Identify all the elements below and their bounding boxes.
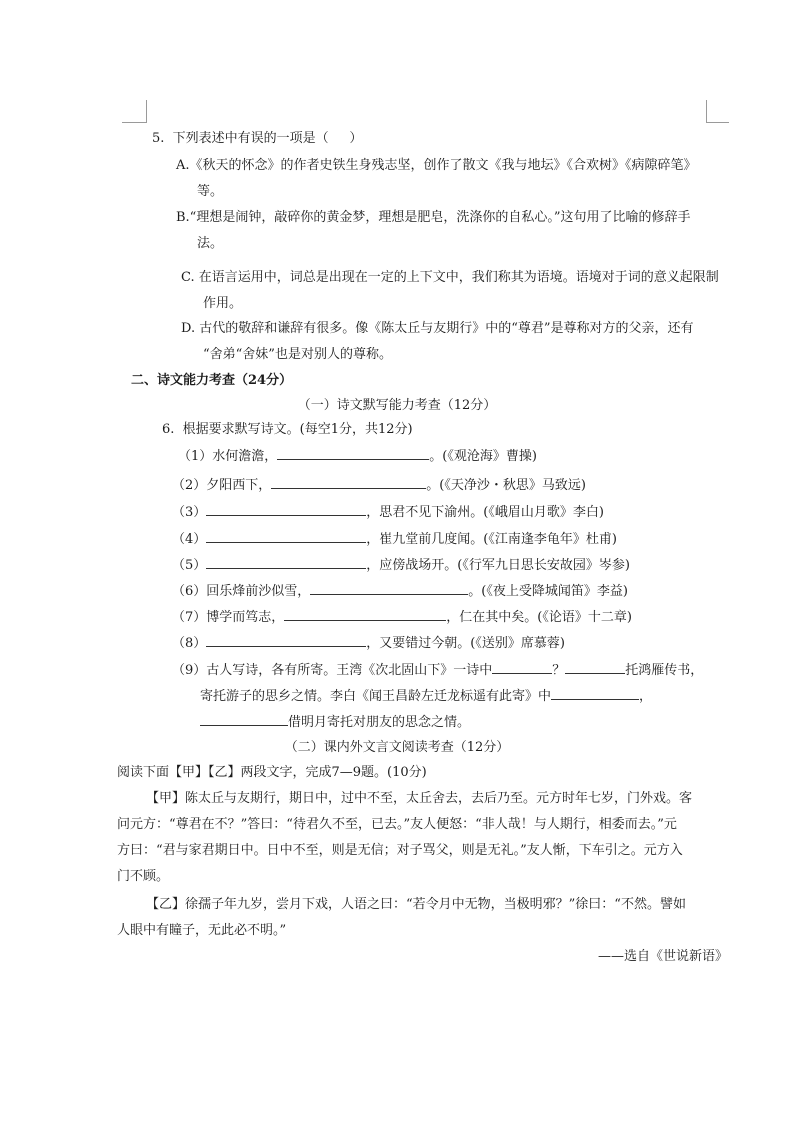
- answer-blank-5[interactable]: [206, 556, 366, 569]
- recitation-item-9-text-a: （9）古人写诗，各有所寄。王湾《次北固山下》一诗中: [172, 663, 493, 678]
- question-6-stem: 6. 根据要求默写诗文。(每空1分，共12分): [162, 422, 413, 437]
- option-b-line1: B.“理想是闹钟，敲碎你的黄金梦，理想是肥皂，洗涤你的自私心。”这句用了比喻的修辞手: [176, 210, 691, 225]
- passage-jia-line1: 【甲】陈太丘与友期行，期日中，过中不至，太丘舍去，去后乃至。元方时年七岁，门外戏。客: [146, 791, 693, 806]
- recitation-item-4: [172, 530, 617, 549]
- answer-blank-7[interactable]: [284, 608, 446, 621]
- recitation-item-4-prefix: （4）: [172, 532, 207, 547]
- answer-blank-1[interactable]: [277, 447, 429, 460]
- answer-blank-9d[interactable]: [200, 713, 288, 726]
- recitation-item-7: [172, 608, 632, 627]
- recitation-item-9-line3: [200, 713, 470, 732]
- recitation-item-6-suffix: 。(《夜上受降城闻笛》李益): [468, 584, 628, 599]
- recitation-item-7-suffix: ，仁在其中矣。(《论语》十二章): [446, 610, 632, 625]
- recitation-item-9-text-c: 托鸿雁传书，: [625, 663, 704, 678]
- answer-blank-2[interactable]: [271, 476, 426, 489]
- question-5-stem: 5. 下列表述中有误的一项是（ ）: [152, 131, 363, 146]
- option-c-line1: C. 在语言运用中，词总是出现在一定的上下文中，我们称其为语境。语境对于词的意义起限制: [181, 270, 719, 285]
- passage-jia-line3: 方曰：“君与家君期日中。日中不至，则是无信；对子骂父，则是无礼。”友人惭，下车引之。元方入: [117, 843, 683, 858]
- answer-blank-6[interactable]: [310, 582, 468, 595]
- recitation-item-3: [172, 503, 604, 522]
- passage-source: ——选自《世说新语》: [597, 949, 728, 964]
- answer-blank-4[interactable]: [206, 530, 366, 543]
- recitation-item-3-suffix: ，思君不见下渝州。(《峨眉山月歌》李白): [366, 505, 604, 520]
- option-a-line1: A.《秋天的怀念》的作者史铁生身残志坚，创作了散文《我与地坛》《合欢树》《病隙碎笔》: [176, 158, 697, 173]
- answer-blank-9c[interactable]: [551, 687, 639, 700]
- option-d-line1: D. 古代的敬辞和谦辞有很多。像《陈太丘与友期行》中的“尊君”是尊称对方的父亲，还有: [181, 321, 694, 336]
- page-corner-mark-right: [706, 100, 729, 123]
- passage-jia-line4: 门不顾。: [117, 869, 170, 884]
- recitation-item-6: [172, 582, 628, 601]
- recitation-item-2-suffix: 。(《天净沙・秋思》马致远): [426, 478, 586, 493]
- subsection-2-heading: （二）课内外文言文阅读考查（12分）: [284, 740, 510, 755]
- page-corner-mark-left: [122, 100, 147, 123]
- recitation-item-8-suffix: ，又要错过今朝。(《送别》席慕蓉): [366, 636, 565, 651]
- reading-instructions: 阅读下面【甲】【乙】两段文字，完成7—9题。(10分): [117, 765, 427, 780]
- recitation-item-9-line1: [172, 661, 703, 680]
- recitation-item-5-suffix: ，应傍战场开。(《行军九日思长安故园》岑参): [366, 558, 630, 573]
- option-a-line2: 等。: [197, 184, 224, 199]
- recitation-item-4-suffix: ，崔九堂前几度闻。(《江南逢李龟年》杜甫): [366, 532, 617, 547]
- section-2-heading: 二、诗文能力考查（24分）: [131, 373, 293, 388]
- passage-yi-line1: 【乙】徐孺子年九岁，尝月下戏，人语之曰：“若令月中无物，当极明邪？”徐曰：“不然。譬如: [146, 897, 686, 912]
- option-d-line2: “舍弟“舍妹”也是对别人的尊称。: [203, 347, 392, 362]
- answer-blank-8[interactable]: [206, 634, 366, 647]
- recitation-item-1-suffix: 。(《观沧海》曹操): [429, 449, 537, 464]
- subsection-1-heading: （一）诗文默写能力考查（12分）: [297, 398, 497, 413]
- answer-blank-9b[interactable]: [565, 661, 625, 674]
- option-b-line2: 法。: [197, 236, 224, 251]
- passage-yi-line2: 人眼中有瞳子，无此必不明。”: [117, 923, 287, 938]
- answer-blank-9a[interactable]: [492, 661, 552, 674]
- recitation-item-9-text-e: ，: [639, 689, 653, 704]
- recitation-item-3-prefix: （3）: [172, 505, 207, 520]
- recitation-item-9-text-f: 借明月寄托对朋友的思念之情。: [288, 715, 471, 730]
- recitation-item-1: [178, 447, 537, 466]
- answer-blank-3[interactable]: [206, 503, 366, 516]
- recitation-item-2-prefix: （2）夕阳西下，: [172, 478, 272, 493]
- recitation-item-5: [172, 556, 630, 575]
- recitation-item-7-prefix: （7）博学而笃志，: [172, 610, 285, 625]
- recitation-item-1-prefix: （1）水何澹澹，: [178, 449, 278, 464]
- recitation-item-5-prefix: （5）: [172, 558, 207, 573]
- recitation-item-8: [172, 634, 565, 653]
- recitation-item-9-text-b: ？: [552, 663, 566, 678]
- option-c-line2: 作用。: [203, 296, 243, 311]
- recitation-item-8-prefix: （8）: [172, 636, 207, 651]
- recitation-item-9-line2: [200, 687, 652, 706]
- passage-jia-line2: 问元方：“尊君在不？”答曰：“待君久不至，已去。”友人便怒：“非人哉！与人期行，相委而去。”元: [117, 817, 677, 832]
- recitation-item-2: [172, 476, 586, 495]
- recitation-item-9-text-d: 寄托游子的思乡之情。李白《闻王昌龄左迁龙标遥有此寄》中: [200, 689, 552, 704]
- recitation-item-6-prefix: （6）回乐烽前沙似雪，: [172, 584, 311, 599]
